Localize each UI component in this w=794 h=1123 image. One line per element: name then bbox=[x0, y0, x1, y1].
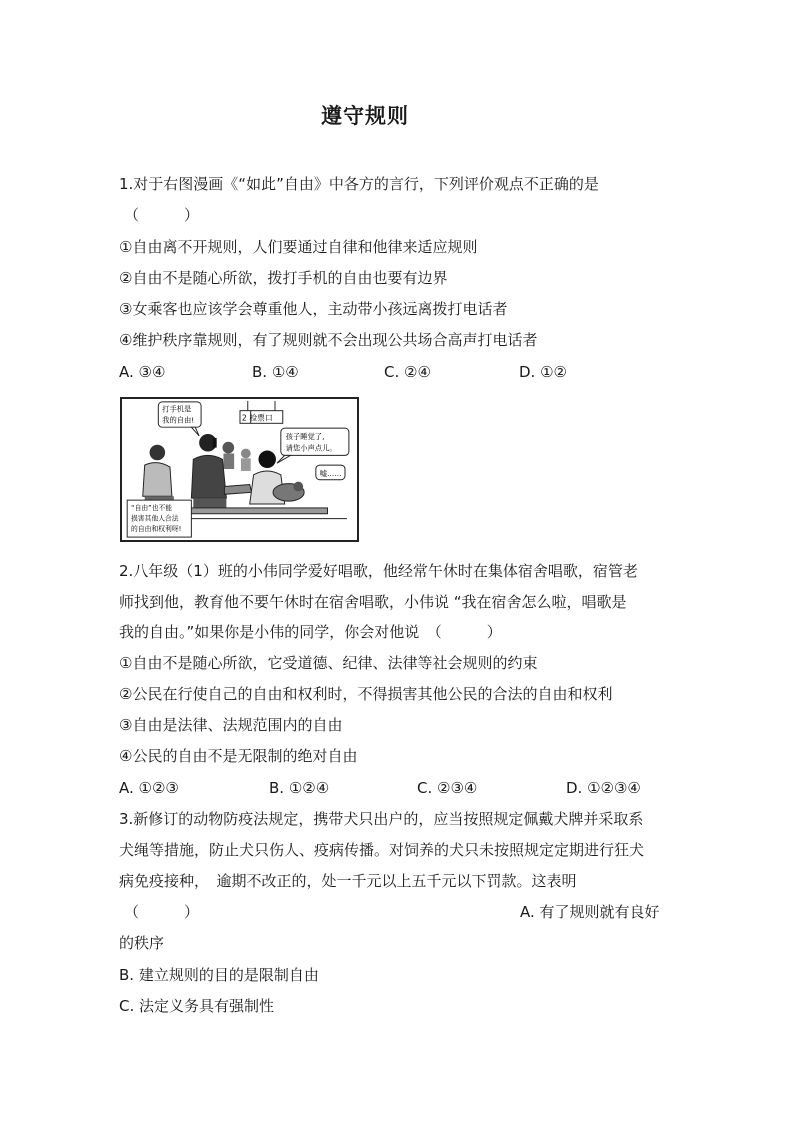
q1-item-3: ③女乘客也应该学会尊重他人，主动带小孩远离拨打电话者 bbox=[119, 300, 508, 318]
comic-caption-line2: 损害其他人合法 bbox=[131, 514, 179, 523]
q1-option-b[interactable]: B. ①④ bbox=[252, 363, 299, 381]
comic-sign: 2 检票口 bbox=[241, 413, 273, 423]
q1-option-c[interactable]: C. ②④ bbox=[384, 363, 431, 381]
q3-option-b[interactable]: B. 建立规则的目的是限制自由 bbox=[119, 966, 319, 984]
q1-option-a[interactable]: A. ③④ bbox=[119, 363, 166, 381]
q2-item-3: ③自由是法律、法规范围内的自由 bbox=[119, 716, 343, 734]
q3-option-a-line1[interactable]: A. 有了规则就有良好 bbox=[520, 903, 660, 921]
q2-stem-line2: 师找到他，教育他不要午休时在宿舍唱歌，小伟说 “我在宿舍怎么啦，唱歌是 bbox=[119, 593, 627, 611]
q3-option-c[interactable]: C. 法定义务具有强制性 bbox=[119, 997, 275, 1015]
comic-illustration bbox=[120, 397, 359, 542]
comic-bubble-man-line1: 打手机是 bbox=[162, 404, 192, 414]
comic-caption-line3: 的自由和权利呀! bbox=[131, 525, 182, 534]
q2-option-c[interactable]: C. ②③④ bbox=[417, 779, 478, 797]
q1-item-1: ①自由离不开规则，人们要通过自律和他律来适应规则 bbox=[119, 238, 478, 256]
page-title: 遵守规则 bbox=[321, 103, 409, 128]
q3-stem-line2: 犬绳等措施，防止犬只伤人、疫病传播。对饲养的犬只未按照规定定期进行狂犬 bbox=[119, 841, 645, 859]
q3-answer-paren: （ ） bbox=[124, 903, 200, 921]
q2-option-b[interactable]: B. ①②④ bbox=[269, 779, 330, 797]
q2-stem-line1: 2.八年级（1）班的小伟同学爱好唱歌，他经常午休时在集体宿舍唱歌，宿管老 bbox=[119, 562, 638, 580]
q1-item-4: ④维护秩序靠规则，有了规则就不会出现公共场合高声打电话者 bbox=[119, 331, 538, 349]
q1-item-2: ②自由不是随心所欲，拨打手机的自由也要有边界 bbox=[119, 269, 448, 287]
q1-stem: 1.对于右图漫画《“如此”自由》中各方的言行，下列评价观点不正确的是 bbox=[119, 175, 599, 193]
q3-option-a-line2[interactable]: 的秩序 bbox=[119, 934, 165, 952]
q2-option-d[interactable]: D. ①②③④ bbox=[566, 779, 641, 797]
q1-option-d[interactable]: D. ①② bbox=[519, 363, 567, 381]
q3-stem-line1: 3.新修订的动物防疫法规定，携带犬只出户的，应当按照规定佩戴犬牌并采取系 bbox=[119, 810, 644, 828]
comic-bubble-shh: 嘘…… bbox=[319, 468, 342, 478]
comic-caption-line1: “自由”也不能 bbox=[131, 503, 173, 512]
q2-stem-line3: 我的自由。”如果你是小伟的同学，你会对他说 （ ） bbox=[119, 623, 502, 641]
q2-option-a[interactable]: A. ①②③ bbox=[119, 779, 179, 797]
comic-drawing bbox=[122, 399, 357, 540]
q1-answer-paren: （ ） bbox=[124, 206, 200, 224]
comic-bubble-woman-line1: 孩子睡觉了, bbox=[285, 431, 325, 441]
comic-bubble-man-line2: 我的自由! bbox=[162, 415, 195, 425]
q2-item-4: ④公民的自由不是无限制的绝对自由 bbox=[119, 747, 358, 765]
q2-item-2: ②公民在行使自己的自由和权利时，不得损害其他公民的合法的自由和权利 bbox=[119, 685, 613, 703]
q2-item-1: ①自由不是随心所欲，它受道德、纪律、法律等社会规则的约束 bbox=[119, 654, 538, 672]
q3-stem-line3: 病免疫接种， 逾期不改正的，处一千元以上五千元以下罚款。这表明 bbox=[119, 872, 577, 890]
comic-bubble-woman-line2: 请您小声点儿。 bbox=[285, 443, 337, 453]
